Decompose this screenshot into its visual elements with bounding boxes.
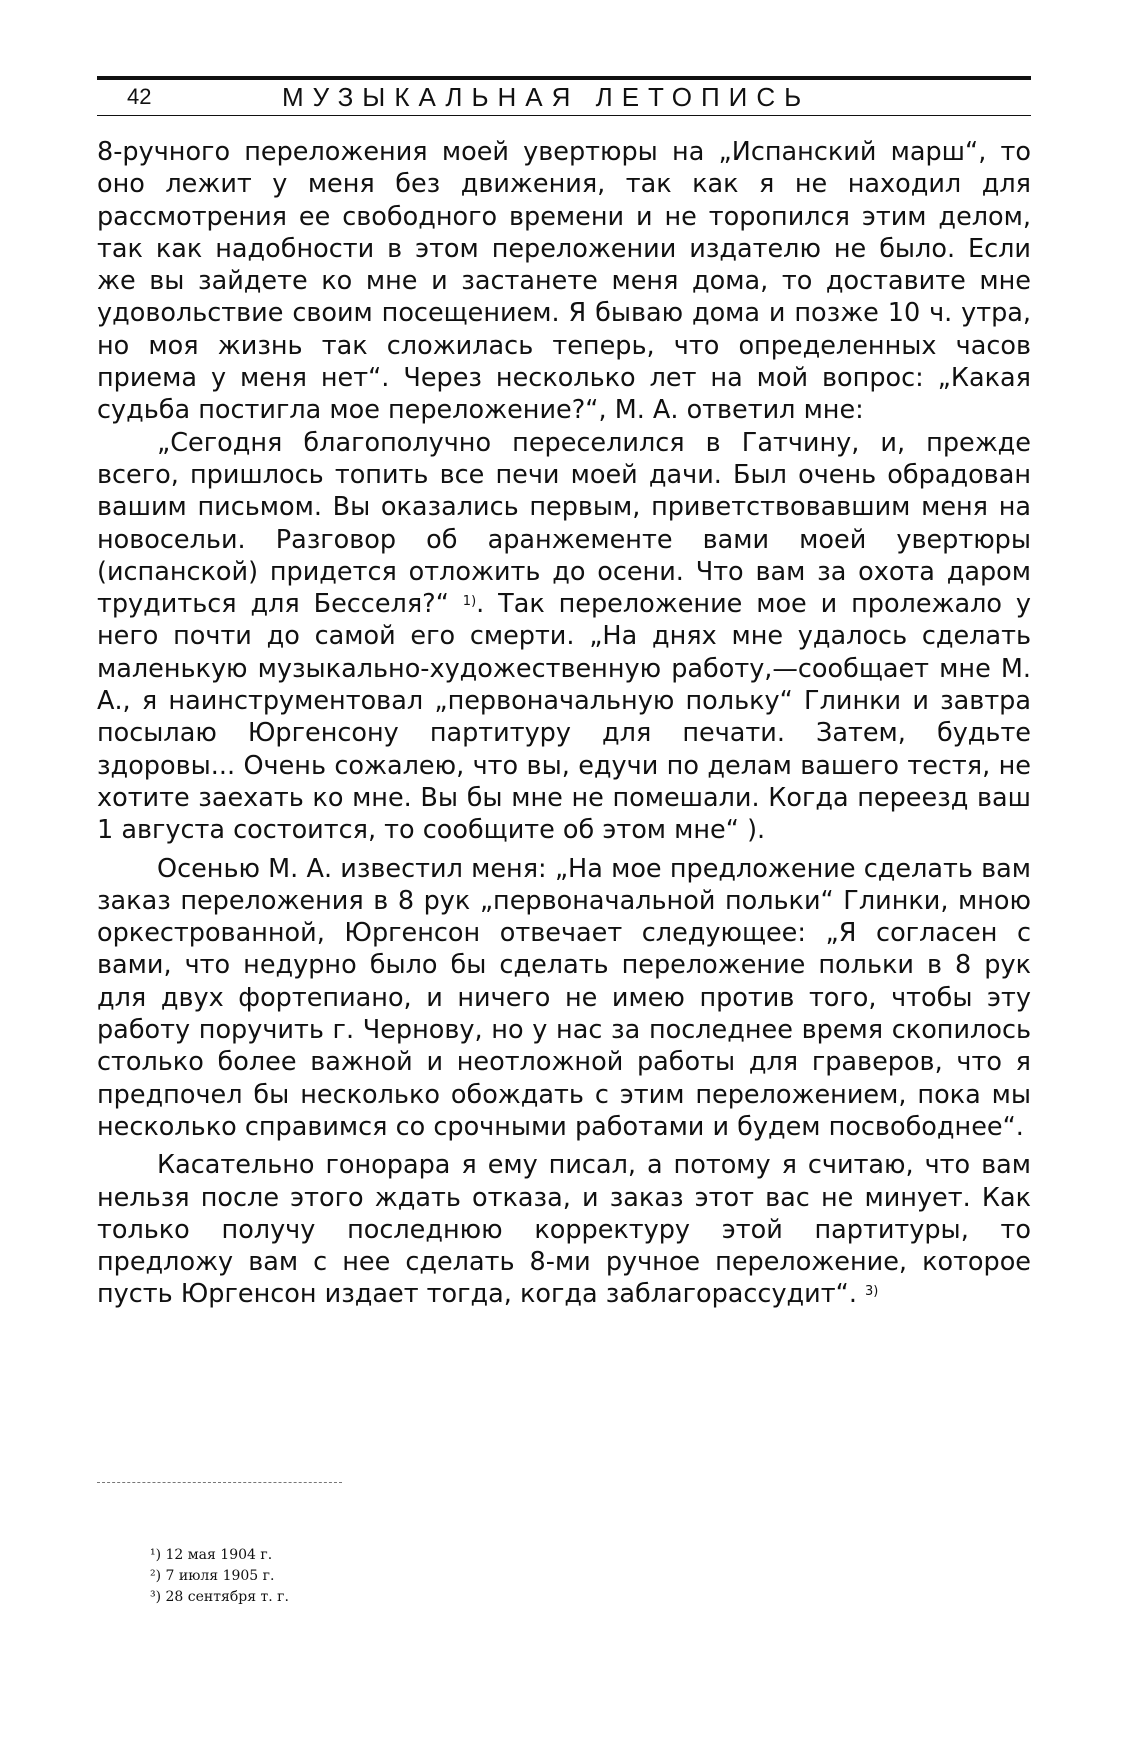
footnote-1: ¹) 12 мая 1904 г. [150, 1547, 273, 1563]
body-text [97, 136, 1031, 1311]
footnote-2: ²) 7 июля 1905 г. [150, 1568, 275, 1584]
footnote-3: ³) 28 сентября т. г. [150, 1589, 289, 1605]
paragraph-1: 8-ручного переложения моей увертюры на „Испанский марш“, то оно лежит у меня без движения, так как я не находил для рассмотрения ее свободного времени и не торопился этим делом, так как надобности в этом переложении издателю не было. Если же вы зайдете ко мне и застанете меня дома, то доставите мне удовольствие своим посещением. Я бываю дома и позже 10 ч. утра, но моя жизнь так сложилась теперь, что определенных часов приема у меня нет“. Через несколько лет на мой вопрос: „Какая судьба постигла мое переложение?“, М. А. ответил мне: [97, 137, 1031, 426]
footnotes [150, 1545, 289, 1608]
paragraph-2: „Сегодня благополучно переселился в Гатчину, и, прежде всего, пришлось топить все печи моей дачи. Был очень обрадован вашим письмом. Вы оказались первым, приветствовавшим меня на новосельи. Разговор об аранжементе вами моей увертюры (испанской) придется отложить до осени. Что вам за охота даром трудиться для Бесселя?“ $^{1)}$. Так переложение мое и пролежало у него почти до самой его смерти. „На днях мне удалось сделать маленькую музыкально-художественную работу,—сообщает мне М. А., я наинструментовал „первоначальную польку“ Глинки и завтра посылаю Юргенсону партитуру для печати. Затем, будьте здоровы... Очень сожалею, что вы, едучи по делам вашего тестя, не хотите заехать ко мне. Вы бы мне не помешали. Когда переезд ваш 1 августа состоится, то сообщите об этом мне“ ). [97, 427, 1031, 846]
footnote-separator [97, 1482, 342, 1483]
paragraph-3: Осенью М. А. известил меня: „На мое предложение сделать вам заказ переложения в 8 рук „первоначальной польки“ Глинки, мною оркестрованной, Юргенсон отвечает следующее: „Я согласен с вами, что недурно было бы сделать переложение польки в 8 рук для двух фортепиано, и ничего не имею против того, чтобы эту работу поручить г. Чернову, но у нас за последнее время скопилось столько более важной и неотложной работы для граверов, что я предпочел бы несколько обождать с этим переложением, пока мы несколько справимся со срочными работами и будем посвободнее“. [97, 853, 1031, 1142]
running-title: МУЗЫКАЛЬНАЯ ЛЕТОПИСЬ [282, 82, 811, 112]
footnote-ref-3: 3) [865, 1284, 879, 1300]
paragraph-4: Касательно гонорара я ему писал, а потому я считаю, что вам нельзя после этого ждать отказа, и заказ этот вас не минует. Как только получу последнюю корректуру этой партитуры, то предложу вам с нее сделать 8-ми ручное переложение, которое пусть Юргенсон издает тогда, когда заблагорассудит“. $^{3)}$ [97, 1150, 1031, 1310]
footnote-ref-1: 1) [462, 594, 477, 610]
page-header [97, 76, 1031, 116]
page-number: 42 [127, 84, 152, 109]
